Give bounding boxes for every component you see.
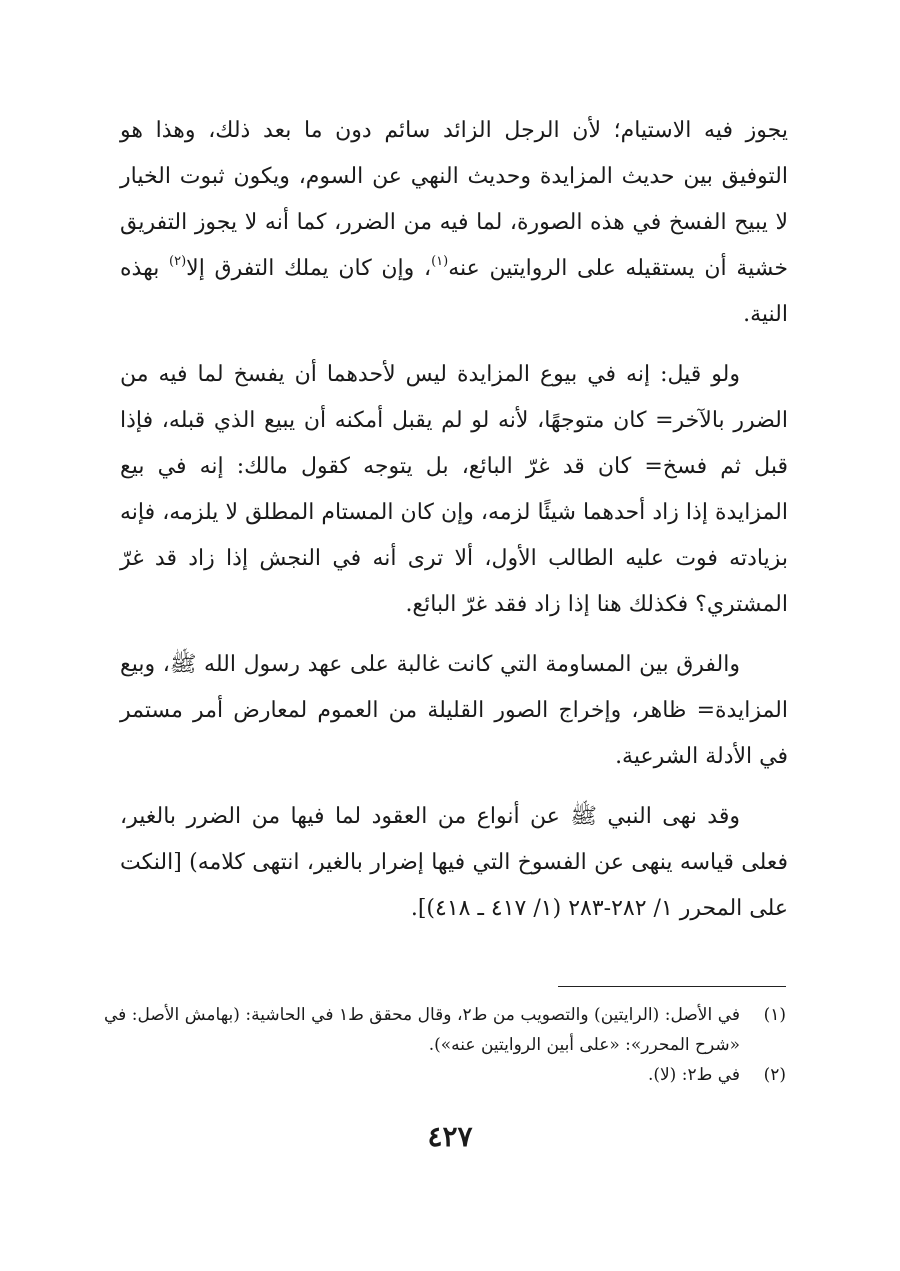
footnotes xyxy=(104,1000,786,1090)
footnote-1 xyxy=(104,1000,786,1060)
paragraph-2: ولو قيل: إنه في بيوع المزايدة ليس لأحدهما أن يفسخ لما فيه من الضرر بالآخر= كان متوجهًا، لأنه لو لم يقبل أمكنه أن يبيع الذي قبله، فإذا قبل ثم فسخ= كان قد غرّ البائع، بل يتوجه كقول مالك: إنه في بيع المزايدة إذا زاد أحدهما شيئًا لزمه، وإن كان المستام المطلق لا يلزمه، فإنه بزيادته فوت عليه الطالب الأول، ألا ترى أنه في النجش إذا زاد قد غرّ المشتري؟ فكذلك هنا إذا زاد فقد غرّ البائع. xyxy=(120,362,788,617)
paragraph-4-text: وقد نهى النبي ﷺ عن أنواع من العقود لما فيها من الضرر بالغير، فعلى قياسه ينهى عن الفسوخ التي فيها إضرار بالغير، انتهى كلامه) [النكت xyxy=(120,804,788,875)
paragraph-1-text-c: بهذه النية. xyxy=(120,256,788,327)
paragraph-1 xyxy=(120,108,788,338)
footnote-2-number: (٢) xyxy=(763,1065,786,1085)
main-text xyxy=(120,108,788,932)
page-number: ٤٢٧ xyxy=(427,1120,473,1153)
paragraph-4 xyxy=(120,794,788,932)
footnote-2 xyxy=(104,1060,786,1090)
paragraph-3: والفرق بين المساومة التي كانت غالبة على عهد رسول الله ﷺ، وبيع المزايدة= ظاهر، وإخراج الصور القليلة من العموم لمعارض أمر مستمر في الأدلة الشرعية. xyxy=(120,652,788,769)
footnote-2-text: في ط٢: (لا). xyxy=(647,1065,740,1085)
footnote-ref-1[interactable]: (١) xyxy=(431,253,449,269)
footnote-divider xyxy=(558,986,786,987)
paragraph-1-text-b: ، وإن كان يملك التفرق إلا xyxy=(186,256,432,281)
footnote-1-text: في الأصل: (الرايتين) والتصويب من ط٢، وقال محقق ط١ في الحاشية: (بهامش الأصل: في «شرح المحرر»: «على أبين الروايتين عنه»). xyxy=(104,1005,740,1055)
footnote-ref-2[interactable]: (٢) xyxy=(169,253,187,269)
footnote-1-number: (١) xyxy=(763,1005,786,1025)
paragraph-4-citation: على المحرر ١/ ٢٨٢-٢٨٣ (١/ ٤١٧ ـ ٤١٨)]. xyxy=(410,896,788,921)
paragraph-1-text-a: يجوز فيه الاستيام؛ لأن الرجل الزائد سائم دون ما بعد ذلك، وهذا هو التوفيق بين حديث المزايدة وحديث النهي عن السوم، ويكون ثبوت الخيار لا يبيح الفسخ في هذه الصورة، لما فيه من الضرر، كما أنه لا يجوز التفريق خشية أن يستقيله على الروايتين عنه xyxy=(120,118,788,281)
